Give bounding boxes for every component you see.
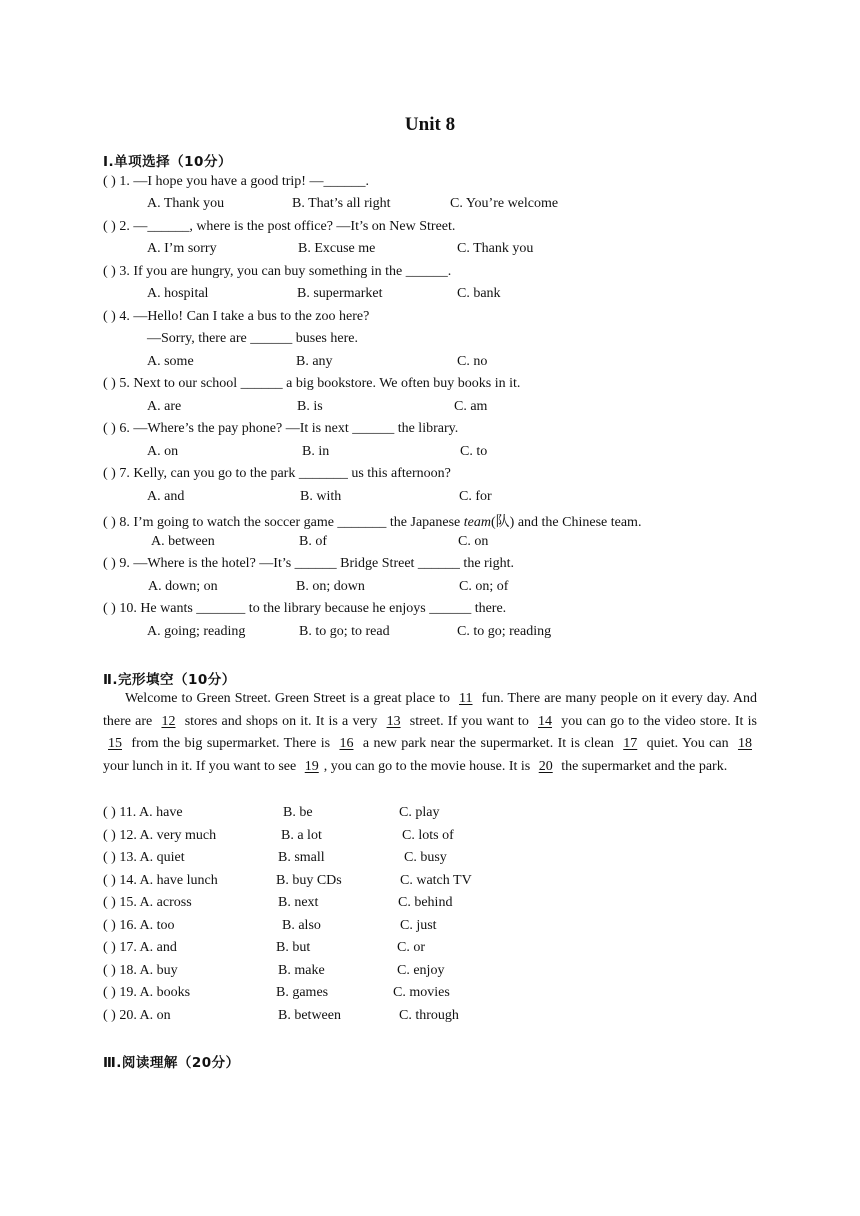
cloze-option-b: B. between (278, 1007, 341, 1023)
question-5-option-c: C. am (454, 399, 488, 414)
passage-text: , you can go to the movie house. It is (323, 758, 534, 774)
question-10-option-a: A. going; reading (147, 624, 246, 639)
cloze-option-c: C. through (399, 1007, 459, 1023)
cloze-blank-16: 16 (339, 736, 354, 751)
question-7-option-a: A. and (147, 489, 185, 504)
question-8-option-a: A. between (151, 534, 215, 549)
question-2-option-c: C. Thank you (457, 241, 534, 256)
cloze-option-b: B. buy CDs (276, 872, 342, 888)
question-5-option-b: B. is (297, 399, 323, 414)
question-4-option-c: C. no (457, 354, 488, 369)
question-3-option-b: B. supermarket (297, 286, 383, 301)
question-8-stem-emphasis: team (463, 515, 491, 530)
passage-text: you can go to the video store. It is (557, 713, 757, 729)
cloze-blank-19: 19 (304, 758, 319, 774)
cloze-option-c: C. watch TV (400, 872, 472, 888)
cloze-question-stem: ( ) 19. A. books (103, 985, 191, 1000)
question-8-option-c: C. on (458, 534, 489, 549)
cloze-question-stem: ( ) 18. A. buy (103, 962, 178, 978)
question-9-stem: ( ) 9. —Where is the hotel? —It’s ______ Bridge Street ______ the right. (103, 556, 514, 571)
question-5-option-a: A. are (147, 399, 182, 414)
passage-text: your lunch in it. If you want to see (103, 758, 300, 774)
question-5-stem: ( ) 5. Next to our school ______ a big bookstore. We often buy books in it. (103, 376, 521, 391)
question-9-option-c: C. on; of (459, 579, 509, 594)
passage-text: fun. There are many people on it every day. And there are (103, 691, 757, 729)
cloze-option-b: B. make (278, 962, 325, 978)
cloze-option-c: C. movies (393, 985, 450, 1000)
question-6-option-c: C. to (460, 444, 488, 459)
question-2-stem: ( ) 2. —______, where is the post office? —It’s on New Street. (103, 219, 456, 234)
question-4-option-a: A. some (147, 354, 194, 369)
question-9-option-a: A. down; on (148, 579, 218, 594)
cloze-question-stem: ( ) 16. A. too (103, 917, 175, 933)
cloze-blank-14: 14 (538, 713, 553, 729)
question-6-stem: ( ) 6. —Where’s the pay phone? —It is next ______ the library. (103, 421, 459, 436)
section-2-heading: Ⅱ.完形填空（10分） (103, 672, 236, 688)
cloze-question-stem: ( ) 14. A. have lunch (103, 872, 218, 888)
question-6-option-a: A. on (147, 444, 179, 459)
question-6-option-b: B. in (302, 444, 330, 459)
question-3-option-c: C. bank (457, 286, 501, 301)
cloze-blank-18: 18 (737, 736, 752, 751)
cloze-option-c: C. busy (404, 850, 447, 865)
question-3-stem: ( ) 3. If you are hungry, you can buy something in the ______. (103, 264, 452, 279)
question-2-option-b: B. Excuse me (298, 241, 376, 256)
question-2-option-a: A. I’m sorry (147, 241, 217, 256)
cloze-option-c: C. just (400, 917, 437, 933)
cloze-option-b: B. but (276, 940, 311, 955)
question-1-option-b: B. That’s all right (292, 196, 391, 211)
question-8-stem (103, 511, 641, 531)
question-7-stem: ( ) 7. Kelly, can you go to the park _______ us this afternoon? (103, 466, 451, 481)
passage-text: stores and shops on it. It is a very (180, 713, 382, 729)
cloze-blank-12: 12 (161, 713, 176, 729)
cloze-blank-20: 20 (538, 758, 553, 774)
cloze-option-b: B. be (283, 805, 313, 820)
cloze-question-stem: ( ) 11. A. have (103, 805, 183, 820)
question-10-option-c: C. to go; reading (457, 624, 552, 639)
cloze-option-b: B. games (276, 985, 329, 1000)
question-7-option-c: C. for (459, 489, 492, 504)
cloze-blank-13: 13 (386, 713, 401, 729)
cloze-option-c: C. behind (398, 895, 453, 910)
question-8-stem-pre: ( ) 8. I’m going to watch the soccer game _______ the Japanese (103, 515, 464, 530)
question-8-stem-post: (队) and the Chinese team. (491, 515, 642, 530)
question-1-option-c: C. You’re welcome (450, 196, 559, 211)
question-4-option-b: B. any (296, 354, 333, 369)
cloze-option-b: B. next (278, 895, 319, 910)
passage-text: quiet. You can (642, 736, 733, 751)
cloze-option-b: B. also (282, 917, 321, 933)
question-8-option-b: B. of (299, 534, 327, 549)
passage-text: Welcome to Green Street. Green Street is a great place to (125, 691, 455, 706)
cloze-option-c: C. enjoy (397, 962, 445, 978)
question-1-stem: ( ) 1. —I hope you have a good trip! —______. (103, 174, 369, 189)
question-10-stem: ( ) 10. He wants _______ to the library because he enjoys ______ there. (103, 601, 507, 616)
cloze-question-stem: ( ) 17. A. and (103, 940, 177, 955)
cloze-option-b: B. small (278, 850, 325, 865)
question-10-option-b: B. to go; to read (299, 624, 390, 639)
cloze-passage (103, 688, 757, 778)
question-3-option-a: A. hospital (147, 286, 209, 301)
question-4-stem: ( ) 4. —Hello! Can I take a bus to the zoo here? (103, 309, 370, 324)
question-9-option-b: B. on; down (296, 579, 365, 594)
cloze-option-b: B. a lot (281, 827, 322, 843)
section-3-heading: Ⅲ.阅读理解（20分） (103, 1055, 240, 1071)
passage-text: street. If you want to (405, 713, 534, 729)
passage-text: a new park near the supermarket. It is clean (358, 736, 619, 751)
cloze-option-c: C. play (399, 805, 440, 820)
passage-text: the supermarket and the park. (557, 758, 728, 774)
question-7-option-b: B. with (300, 489, 342, 504)
cloze-question-stem: ( ) 20. A. on (103, 1007, 171, 1023)
cloze-option-c: C. or (397, 940, 425, 955)
question-4-stem-line-2: —Sorry, there are ______ buses here. (147, 331, 358, 346)
question-1-option-a: A. Thank you (147, 196, 225, 211)
passage-text: from the big supermarket. There is (127, 736, 335, 751)
cloze-question-stem: ( ) 12. A. very much (103, 827, 217, 843)
cloze-blank-11: 11 (459, 691, 473, 706)
cloze-question-stem: ( ) 13. A. quiet (103, 850, 185, 865)
cloze-blank-15: 15 (108, 736, 122, 751)
section-1-heading: Ⅰ.单项选择（10分） (103, 154, 232, 170)
cloze-blank-17: 17 (623, 736, 638, 751)
cloze-question-stem: ( ) 15. A. across (103, 895, 192, 910)
page-title: Unit 8 (404, 114, 456, 135)
cloze-option-c: C. lots of (402, 827, 454, 843)
